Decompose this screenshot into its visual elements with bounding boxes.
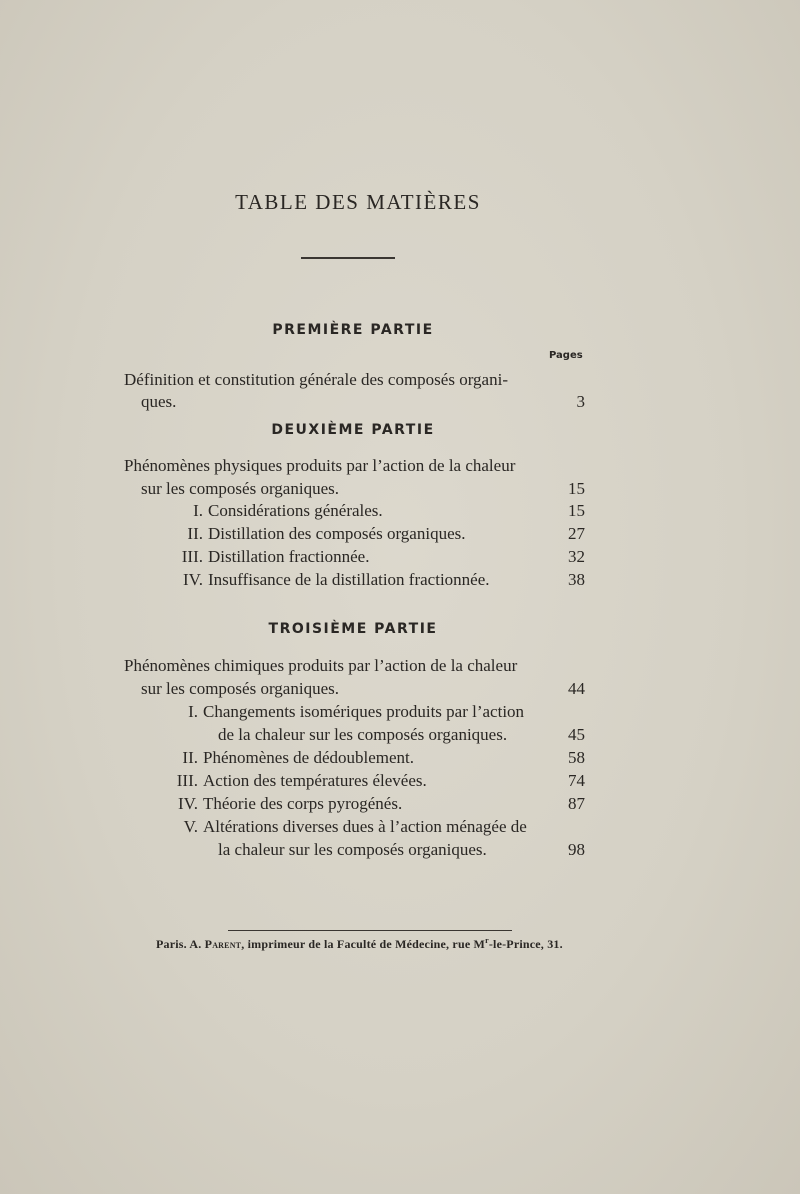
- toc-entry-line: la chaleur sur les composés organiques.: [218, 840, 487, 859]
- imprint-middle: , imprimeur de la Faculté de Médecine, rue M: [241, 937, 486, 951]
- chapter-number: III.: [176, 771, 198, 790]
- chapter-number: I.: [188, 702, 198, 721]
- part-heading-3: TROISIÈME PARTIE: [268, 621, 438, 637]
- toc-page-number: 27: [568, 524, 585, 543]
- toc-page-number: 44: [568, 679, 585, 698]
- toc-entry-line: Action des températures élevées.: [203, 771, 427, 790]
- toc-entry-line: sur les composés organiques.: [141, 679, 339, 698]
- toc-entry-line: Phénomènes chimiques produits par l’action de la chaleur: [124, 656, 518, 675]
- printer-imprint: [156, 936, 563, 952]
- imprint-superscript: r: [485, 936, 489, 945]
- toc-entry-line: sur les composés organiques.: [141, 479, 339, 498]
- toc-page-number: 87: [568, 794, 585, 813]
- toc-page-number: 38: [568, 570, 585, 589]
- toc-entry-line: Distillation des composés organiques.: [208, 524, 466, 543]
- imprint-prefix: Paris. A.: [156, 937, 202, 951]
- toc-entry-line: de la chaleur sur les composés organiques.: [218, 725, 508, 744]
- toc-page-number: 15: [568, 479, 585, 498]
- chapter-number: I.: [193, 501, 203, 520]
- toc-page-number: 45: [568, 725, 585, 744]
- chapter-number: IV.: [178, 794, 198, 813]
- toc-entry-line: Changements isomériques produits par l’action: [203, 702, 525, 721]
- toc-page-number: 58: [568, 748, 585, 767]
- chapter-number: IV.: [183, 570, 203, 589]
- chapter-number: V.: [183, 817, 198, 836]
- footer-rule: [228, 930, 512, 931]
- toc-page-number: 3: [576, 392, 585, 411]
- toc-entry-line: ques.: [141, 392, 177, 411]
- toc-entry-line: Phénomènes physiques produits par l’action de la chaleur: [124, 456, 516, 475]
- toc-page-number: 15: [568, 501, 585, 520]
- pages-column-label: Pages: [549, 350, 583, 361]
- toc-entry-line: Considérations générales.: [208, 501, 383, 520]
- title-divider: [301, 257, 395, 259]
- toc-entry-line: Insuffisance de la distillation fractionnée.: [208, 570, 490, 589]
- toc-entry-line: Définition et constitution générale des composés organi-: [124, 370, 508, 389]
- toc-entry-line: Théorie des corps pyrogénés.: [203, 794, 403, 813]
- toc-page-number: 98: [568, 840, 585, 859]
- toc-entry-line: Distillation fractionnée.: [208, 547, 370, 566]
- imprint-printer-name: Parent: [204, 937, 242, 951]
- page-title: TABLE DES MATIÈRES: [235, 190, 481, 214]
- part-heading-1: PREMIÈRE PARTIE: [272, 322, 434, 338]
- toc-entry-line: Altérations diverses dues à l’action ménagée de: [203, 817, 527, 836]
- part-heading-2: DEUXIÈME PARTIE: [271, 422, 435, 438]
- imprint-suffix: -le-Prince, 31.: [488, 937, 563, 951]
- toc-page-number: 74: [568, 771, 585, 790]
- chapter-number: II.: [187, 524, 203, 543]
- toc-entry-line: Phénomènes de dédoublement.: [203, 748, 415, 767]
- chapter-number: III.: [181, 547, 203, 566]
- toc-page-number: 32: [568, 547, 585, 566]
- chapter-number: II.: [182, 748, 198, 767]
